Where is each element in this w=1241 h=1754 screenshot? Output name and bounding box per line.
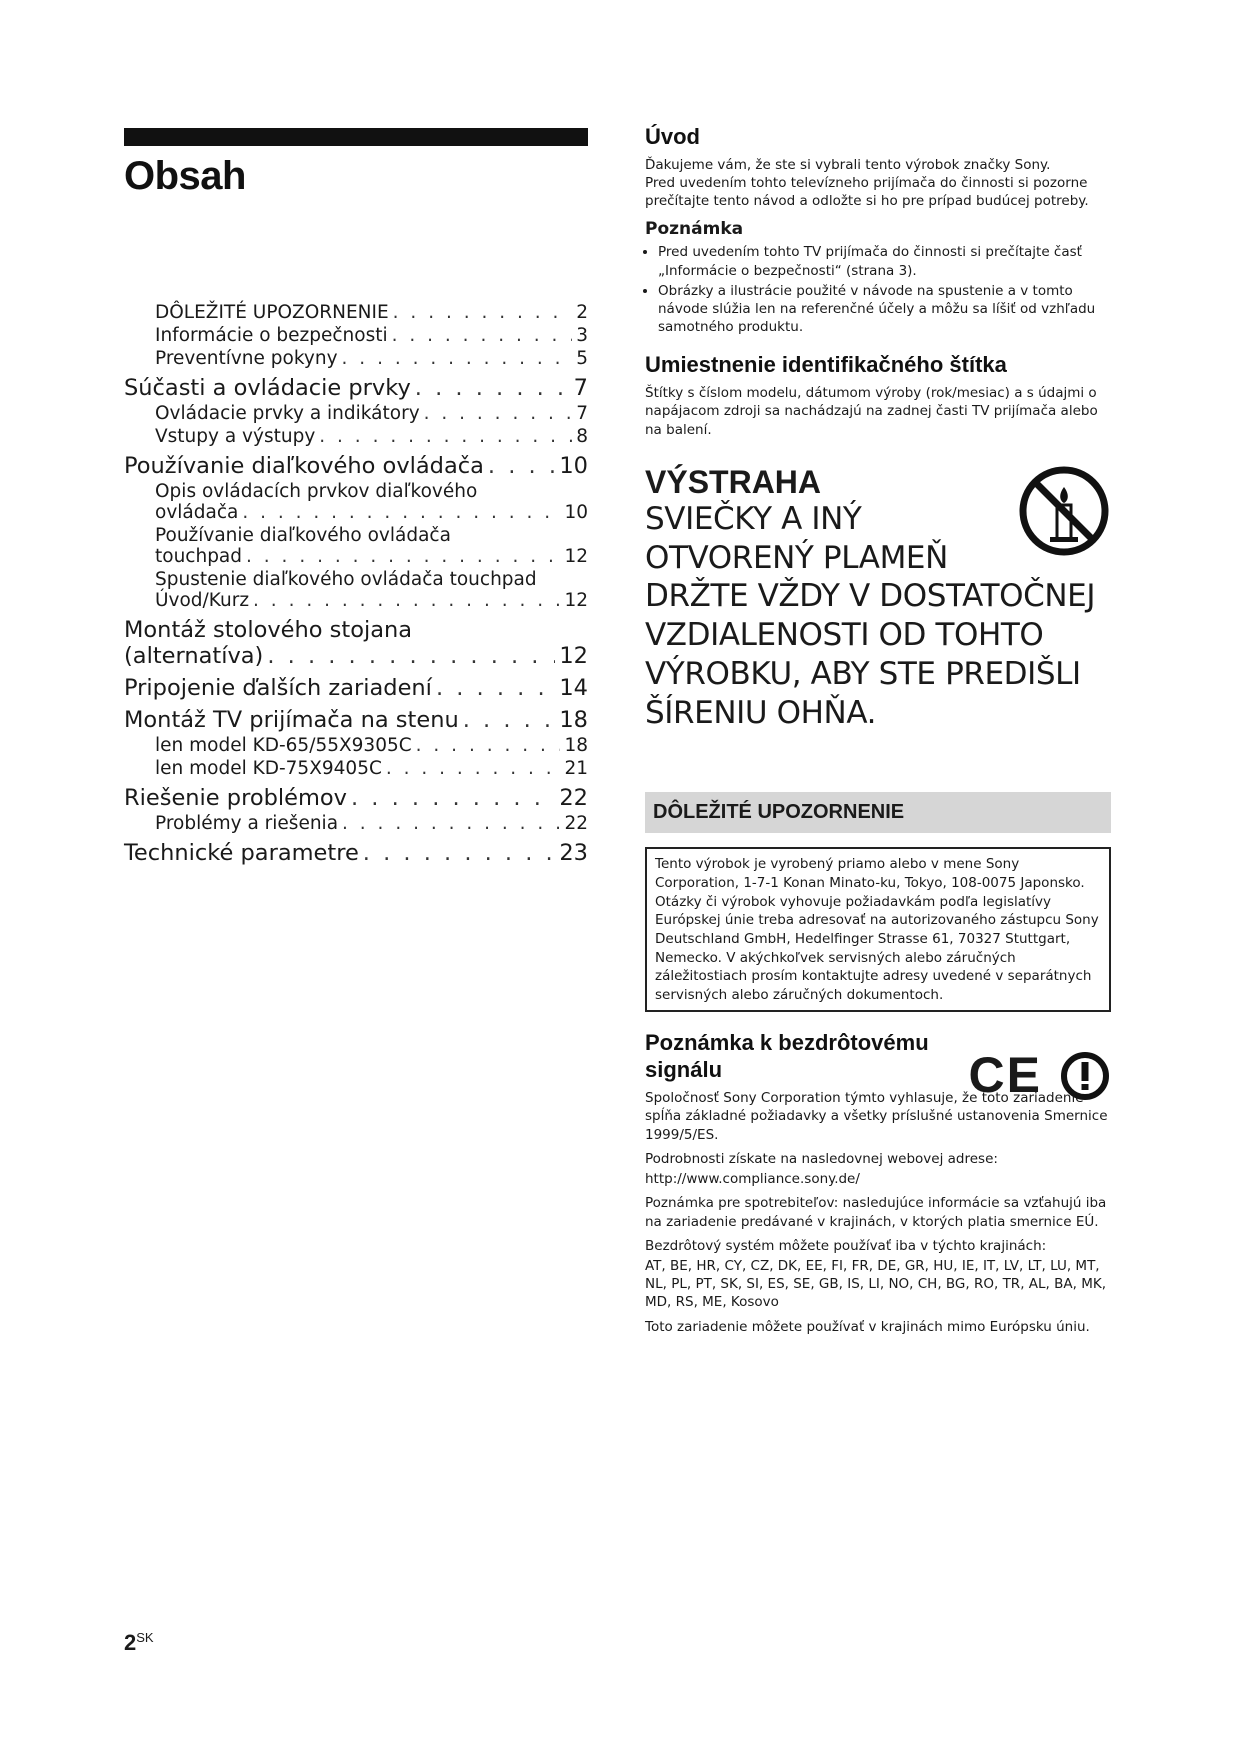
wireless-heading: Poznámka k bezdrôtovému signálu: [645, 1030, 929, 1082]
toc-entry[interactable]: [124, 707, 588, 733]
outside-eu-note: Toto zariadenie môžete používať v krajinách mimo Európsku úniu.: [645, 1318, 1090, 1335]
toc-page-number: 22: [559, 785, 588, 811]
important-notice-heading: DÔLEŽITÉ UPOZORNENIE: [645, 792, 1111, 833]
toc-leader-dots: [416, 735, 561, 756]
important-notice-box: [645, 847, 1111, 1012]
toc-entry-text[interactable]: Spustenie diaľkového ovládača touchpad: [155, 569, 537, 590]
toc-page-number: 18: [559, 707, 588, 733]
toc-leader-dots: [436, 675, 555, 701]
toc-entry-text[interactable]: Opis ovládacích prvkov diaľkového: [155, 481, 478, 502]
warning-line: VZDIALENOSTI OD TOHTO: [645, 617, 1044, 654]
toc-leader-dots: [386, 758, 561, 779]
toc-page-number: 3: [576, 325, 588, 346]
alert-mark-icon: [1060, 1051, 1110, 1101]
toc-page-number: 5: [576, 348, 588, 369]
toc-page-number: 8: [576, 426, 588, 447]
toc-entry-text: Vstupy a výstupy: [155, 426, 316, 447]
toc-entry[interactable]: [124, 375, 588, 401]
toc-entry[interactable]: [124, 348, 588, 369]
toc-entry-text: Používanie diaľkového ovládača: [124, 453, 484, 479]
toc-page-number: 22: [564, 813, 588, 834]
toc-leader-dots: [253, 590, 560, 611]
ce-mark-icon: CE: [968, 1047, 1042, 1104]
toc-entry-text: len model KD-65/55X9305C: [155, 735, 412, 756]
toc-leader-dots: [242, 502, 560, 523]
page-title: Obsah: [124, 154, 246, 198]
toc-leader-dots: [351, 785, 555, 811]
wireless-section: [645, 1030, 1110, 1335]
toc-entry-text: Montáž TV prijímača na stenu: [124, 707, 459, 733]
right-column: [645, 122, 1110, 1336]
toc-entry[interactable]: [124, 813, 588, 834]
intro-thanks: Ďakujeme vám, že ste si vybrali tento výrobok značky Sony.: [645, 156, 1051, 173]
toc-entry[interactable]: [124, 675, 588, 701]
toc-entry-text: Riešenie problémov: [124, 785, 347, 811]
toc-page-number: 12: [564, 590, 588, 611]
label-location-section: [645, 350, 1110, 438]
toc-leader-dots: [267, 643, 555, 669]
toc-entry-text[interactable]: Používanie diaľkového ovládača: [155, 525, 451, 546]
warning-line: ŠÍRENIU OHŇA.: [645, 694, 877, 731]
compliance-url: http://www.compliance.sony.de/: [645, 1171, 860, 1188]
no-open-flame-icon: [1018, 465, 1110, 557]
toc-page-number: 14: [559, 675, 588, 701]
toc-entry-text: Pripojenie ďalších zariadení: [124, 675, 432, 701]
toc-entry-text: Problémy a riešenia: [155, 813, 339, 834]
intro-instructions: Pred uvedením tohto televízneho prijímača do činnosti si pozorne prečítajte tento návod a odložte si ho pre prípad budúcej potreby.: [645, 174, 1089, 210]
note-item: • Obrázky a ilustrácie použité v návode na spustenie a v tomto návode slúžia len na referenčné účely a môžu sa líšiť od vzhľadu samotného produktu.: [658, 282, 1110, 337]
toc-entry-text[interactable]: Montáž stolového stojana: [124, 617, 413, 643]
toc-entry-text: len model KD-75X9405C: [155, 758, 382, 779]
toc-entry[interactable]: [124, 546, 588, 567]
toc-page-number: 7: [576, 403, 588, 424]
countries-intro: Bezdrôtový systém môžete používať iba v týchto krajinách:: [645, 1237, 1047, 1254]
toc-entry-text: (alternatíva): [124, 643, 264, 669]
toc-page-number: 18: [564, 735, 588, 756]
title-bar-decoration: [124, 128, 588, 146]
toc-leader-dots: [319, 426, 572, 447]
toc-leader-dots: [363, 840, 556, 866]
toc-leader-dots: [246, 546, 560, 567]
page-number: [124, 1630, 154, 1656]
toc-page-number: 7: [573, 375, 588, 401]
intro-section: [645, 122, 1110, 336]
note-heading: Poznámka: [645, 219, 744, 240]
toc-header: [124, 128, 588, 199]
toc-entry[interactable]: [124, 758, 588, 779]
toc-entry[interactable]: [124, 302, 588, 323]
toc-leader-dots: [342, 813, 560, 834]
wireless-details: Podrobnosti získate na nasledovnej webovej adrese:: [645, 1150, 998, 1167]
toc-entry-text: Informácie o bezpečnosti: [155, 325, 388, 346]
countries-list: AT, BE, HR, CY, CZ, DK, EE, FI, FR, DE, GR, HU, IE, IT, LV, LT, LU, MT, NL, PL, PT, SK, SI, ES, SE, GB, IS, LI, NO, CH, BG, RO, TR, AL, BA, MK, MD, RS, ME, Kosovo: [645, 1257, 1106, 1311]
toc-entry-text: ovládača: [155, 502, 239, 523]
toc-leader-dots: [424, 403, 573, 424]
wireless-declaration: Spoločnosť Sony Corporation týmto vyhlasuje, že toto zariadenie spĺňa základné požiadavky a všetky príslušné ustanovenia Smernice 1999/5/ES.: [645, 1090, 1108, 1143]
important-notice-text: Tento výrobok je vyrobený priamo alebo v mene Sony Corporation, 1-7-1 Konan Minato-ku, Tokyo, 108-0075 Japonsko. Otázky či výrobok vyhovuje požiadavkám podľa legislatívy Európskej únie treba adresovať na autorizovaného zástupcu Sony Deutschland GmbH, Hedelfinger Strasse 61, 70327 Stuttgart, Nemecko. V akýchkoľvek servisných alebo záručných záležitostiach prosím kontaktujte adresy uvedené v separátnych servisných alebo záručných dokumentoch.: [655, 856, 1099, 1003]
toc-entry-text: DÔLEŽITÉ UPOZORNENIE: [155, 302, 389, 323]
toc-leader-dots: [488, 453, 555, 479]
toc-entry-text: Preventívne pokyny: [155, 348, 338, 369]
toc-leader-dots: [342, 348, 573, 369]
note-item: • Pred uvedením tohto TV prijímača do činnosti si prečítajte časť „Informácie o bezpečnosti“ (strana 3).: [658, 243, 1110, 279]
toc-entry[interactable]: [124, 325, 588, 346]
warning-line: DRŽTE VŽDY V DOSTATOČNEJ: [645, 578, 1096, 615]
toc-leader-dots: [463, 707, 556, 733]
toc-entry[interactable]: [124, 643, 588, 669]
toc-page-number: 12: [564, 546, 588, 567]
toc-page-number: 10: [559, 453, 588, 479]
language-suffix: SK: [136, 1630, 154, 1645]
toc-page-number: 10: [564, 502, 588, 523]
label-location-text: Štítky s číslom modelu, dátumom výroby (rok/mesiac) a s údajmi o napájacom zdroji sa nachádzajú na zadnej časti TV prijímača alebo na balení.: [645, 385, 1098, 438]
toc-entry[interactable]: [124, 502, 588, 523]
toc-leader-dots: [415, 375, 570, 401]
fire-warning: [645, 465, 1110, 733]
toc-entry-text: Ovládacie prvky a indikátory: [155, 403, 420, 424]
toc-entry[interactable]: [124, 403, 588, 424]
toc-entry-text: touchpad: [155, 546, 243, 567]
toc-page-number: 2: [576, 302, 588, 323]
label-location-heading: Umiestnenie identifikačného štítka: [645, 352, 1007, 378]
warning-line: SVIEČKY A INÝ: [645, 500, 862, 537]
consumer-note: Poznámka pre spotrebiteľov: nasledujúce informácie sa vzťahujú iba na zariadenie predávané v krajinách, v ktorých platia smernice EÚ.: [645, 1195, 1107, 1230]
toc-entry-text: Súčasti a ovládacie prvky: [124, 375, 411, 401]
toc-entry[interactable]: [124, 785, 588, 811]
toc-entry-text: Technické parametre: [124, 840, 359, 866]
toc-entry[interactable]: [124, 426, 588, 447]
compliance-marks: [969, 1042, 1110, 1110]
toc-page-number: 21: [564, 758, 588, 779]
intro-heading: Úvod: [645, 124, 700, 149]
toc-leader-dots: [393, 302, 573, 323]
toc-page-number: 12: [559, 643, 588, 669]
toc-entry[interactable]: [124, 590, 588, 611]
toc-entry[interactable]: [124, 735, 588, 756]
toc-entry[interactable]: [124, 840, 588, 866]
toc-leader-dots: [392, 325, 573, 346]
toc-entry-text: Úvod/Kurz: [155, 590, 250, 611]
warning-line: OTVORENÝ PLAMEŇ: [645, 539, 948, 576]
warning-title: VÝSTRAHA: [645, 463, 822, 500]
toc-page-number: 23: [559, 840, 588, 866]
page-number-value: 2: [124, 1630, 137, 1655]
toc-entry[interactable]: [124, 453, 588, 479]
note-list: [645, 243, 1110, 336]
warning-line: VÝROBKU, ABY STE PREDIŠLI: [645, 655, 1081, 692]
table-of-contents: [124, 300, 588, 866]
